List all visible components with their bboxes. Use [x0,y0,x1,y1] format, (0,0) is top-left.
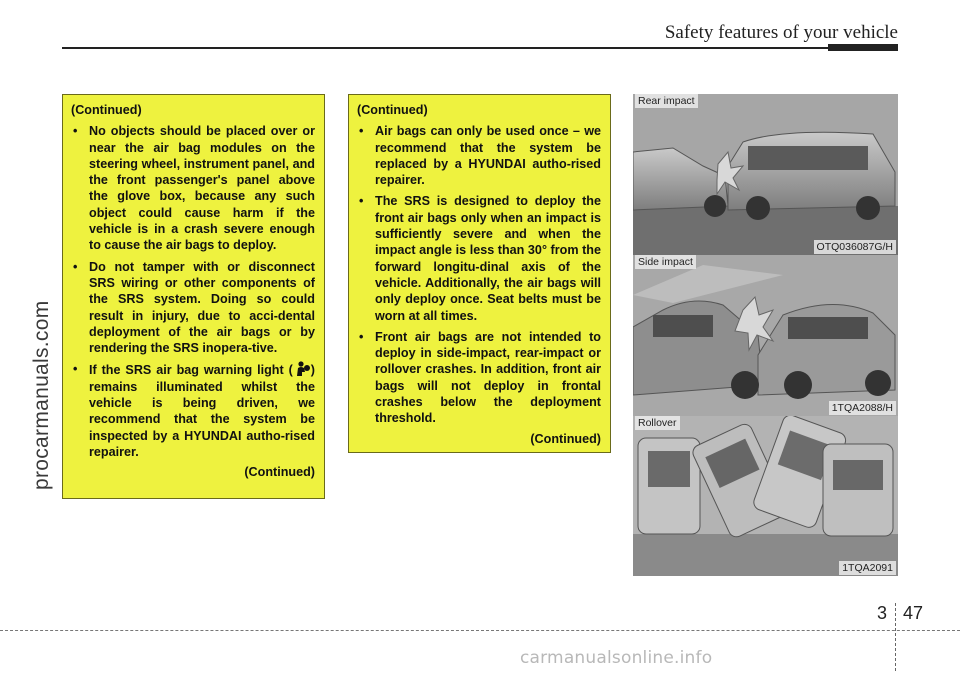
list-item: • The SRS is designed to deploy the front air bags only when an impact is sufficiently severe and when the impact angle is less than 30° from the forward longitu-dinal axis of the vehicle. Additionally, the air bags will only deploy once. Seat belts must be worn at all times. [357,193,601,323]
side-impact-illustration [633,255,898,416]
photo-code: 1TQA2088/H [829,401,896,415]
item-text-before: If the SRS air bag warning light ( [89,363,293,378]
list-item: • No objects should be placed over or near the air bag modules on the steering wheel, instrument panel, and the front passenger's panel above the glove box, because any such object could cause harm if the vehicle is in a crash severe enough to cause the air bags to deploy. [71,123,315,253]
list-item: • Air bags can only be used once – we recommend that the system be replaced by a HYUNDAI autho-rised repairer. [357,123,601,188]
page-header-title: Safety features of your vehicle [664,22,898,43]
photo-caption: Rear impact [635,94,698,108]
rollover-photo [633,416,898,576]
rollover-illustration [633,416,898,576]
header-rule [62,47,830,49]
list-item: • Front air bags are not intended to deploy in side-impact, rear-impact or rollover crashes. In addition, front air bags will not deploy in frontal crashes below the deployment threshold. [357,329,601,427]
page-number: 47 [903,603,924,623]
side-impact-photo [633,255,898,416]
warning-list [357,123,601,426]
warning-box-right [348,94,611,453]
list-item: • Do not tamper with or disconnect SRS wiring or other components of the SRS system. Doing so could result in injury, due to acci-dental deployment of the air bags or by rendering the SRS inopera-tive. [71,259,315,357]
rear-impact-photo [633,94,898,255]
airbag-warning-icon [293,361,311,377]
continued-heading: (Continued) [71,103,142,117]
item-text-after: ) remains illuminated whilst the vehicle is being driven, we recommend that the system be inspected by a HYUNDAI autho-rised repairer. [89,363,315,459]
header-bar [828,44,898,51]
photo-code: OTQ036087G/H [814,240,896,254]
page-number-divider [895,603,896,671]
photo-code: 1TQA2091 [839,561,896,575]
section-number: 3 [877,603,888,623]
rear-impact-illustration [633,94,898,255]
warning-list [71,123,315,460]
photo-caption: Side impact [635,255,696,269]
continued-heading: (Continued) [357,103,428,117]
continued-footer: (Continued) [530,431,601,446]
warning-box-left [62,94,325,499]
footer-rule [0,630,960,631]
side-watermark: procarmanuals.com [30,300,53,490]
bottom-watermark: carmanualsonline.info [520,648,713,668]
continued-footer: (Continued) [244,465,315,480]
list-item [71,361,315,460]
photo-caption: Rollover [635,416,680,430]
